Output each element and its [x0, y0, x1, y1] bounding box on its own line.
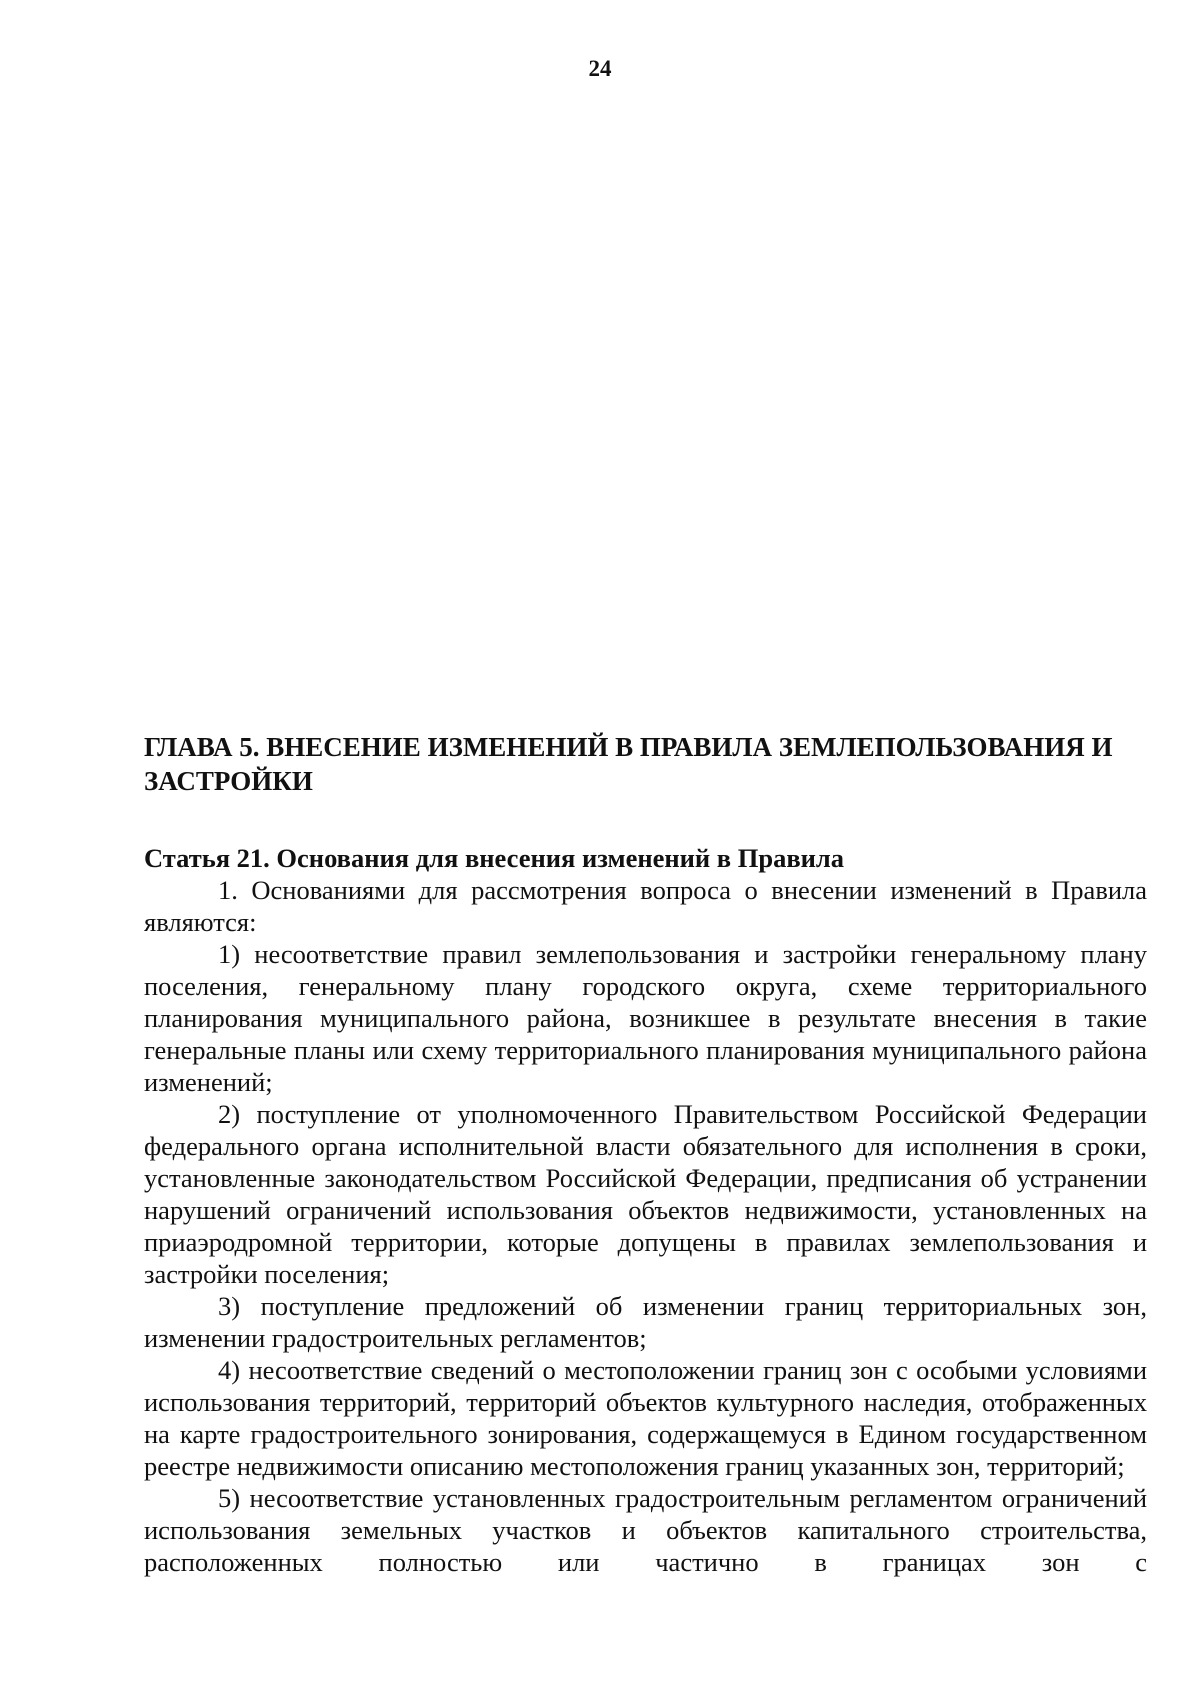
- document-body: [144, 730, 1147, 1578]
- paragraph-item-5: 5) несоответствие установленных градостроительным регламентом ограничений использования земельных участков и объектов капитального строительства, расположенных полностью или частично в границах зон с: [144, 1483, 1147, 1577]
- page-number: 24: [588, 56, 612, 81]
- paragraph-item-4: 4) несоответствие сведений о местоположении границ зон с особыми условиями использования территорий, территорий объектов культурного наследия, отображенных на карте градостроительного зонирования, содержащемуся в Едином государственном реестре недвижимости описанию местоположения границ указанных зон, территорий;: [144, 1355, 1147, 1481]
- paragraph-item-1: 1) несоответствие правил землепользования и застройки генеральному плану поселения, генеральному плану городского округа, схеме территориального планирования муниципального района, возникшее в результате внесения в такие генеральные планы или схему территориального планирования муниципального района изменений;: [144, 939, 1147, 1097]
- chapter-title: ГЛАВА 5. ВНЕСЕНИЕ ИЗМЕНЕНИЙ В ПРАВИЛА ЗЕМЛЕПОЛЬЗОВАНИЯ И ЗАСТРОЙКИ: [144, 732, 1113, 796]
- paragraph-item-2: 2) поступление от уполномоченного Правительством Российской Федерации федерального органа исполнительной власти обязательного для исполнения в сроки, установленные законодательством Российской Федерации, предписания об устранении нарушений ограничений использования объектов недвижимости, установленных на приаэродромной территории, которые допущены в правилах землепользования и застройки поселения;: [144, 1099, 1147, 1289]
- paragraph-1: 1. Основаниями для рассмотрения вопроса о внесении изменений в Правила являются:: [144, 875, 1147, 937]
- paragraph-item-3: 3) поступление предложений об изменении границ территориальных зон, изменении градостроительных регламентов;: [144, 1291, 1147, 1353]
- article-title: Статья 21. Основания для внесения изменений в Правила: [144, 843, 845, 873]
